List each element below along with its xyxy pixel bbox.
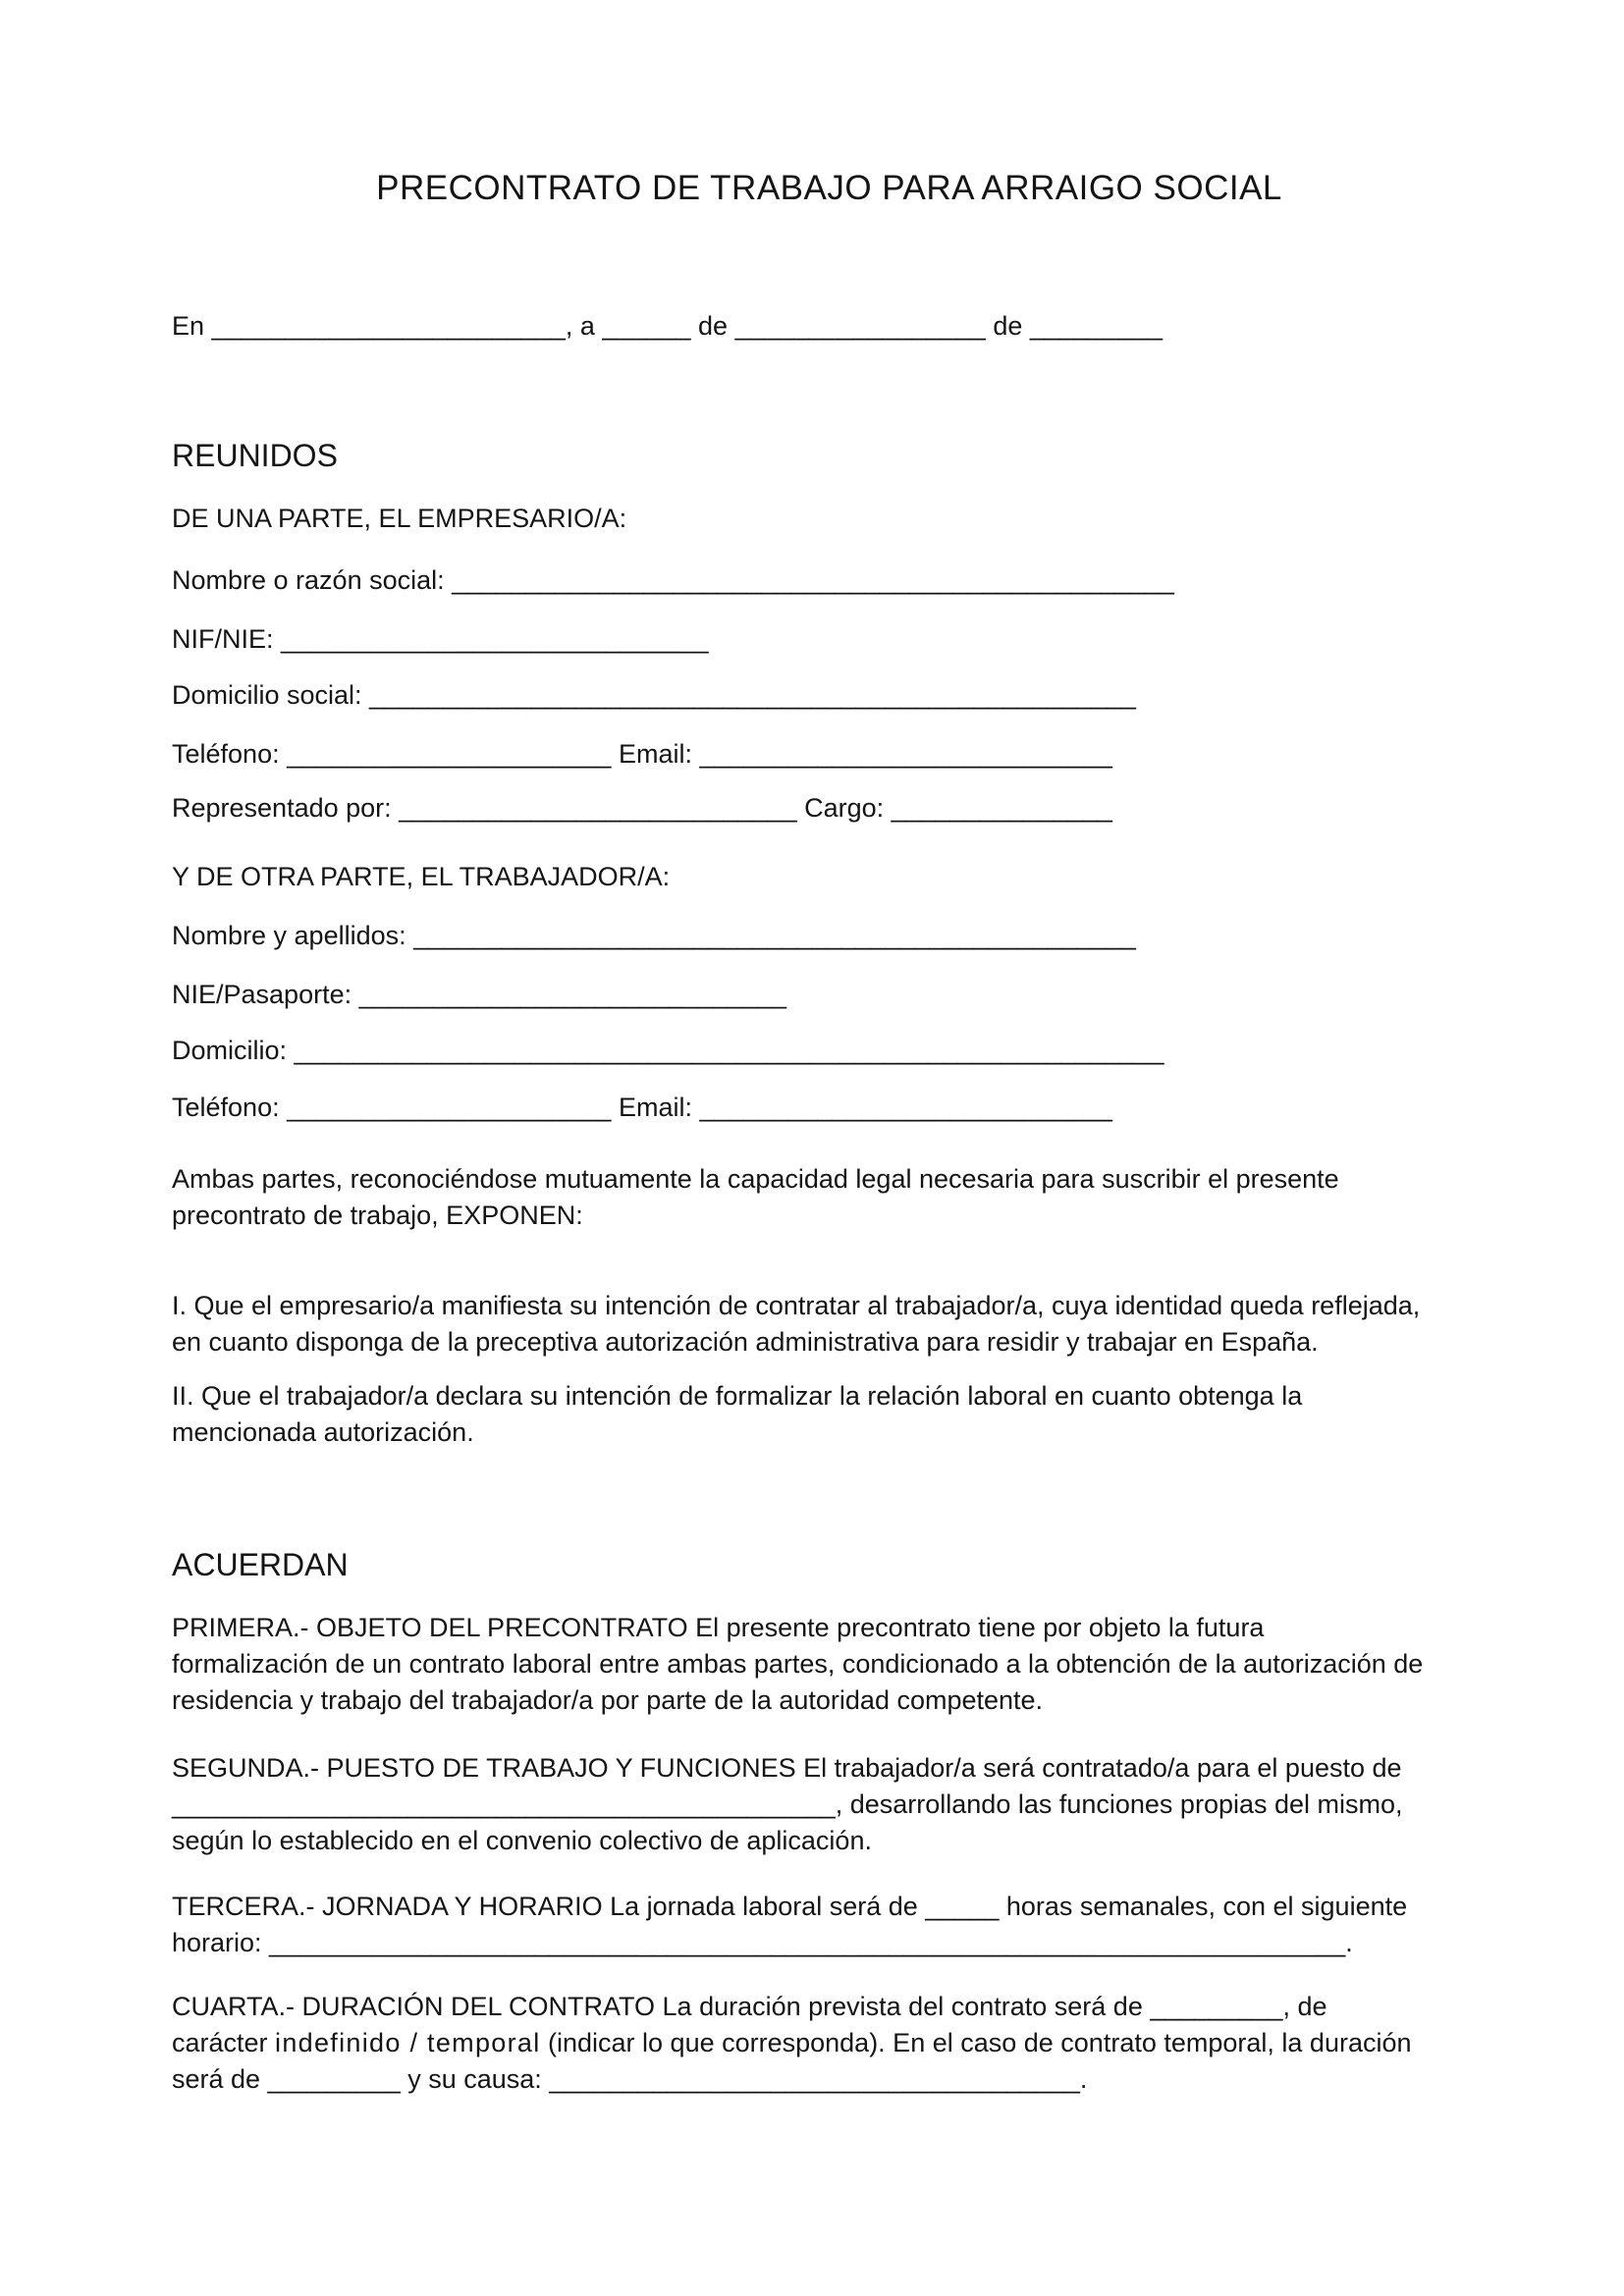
employer-address-line: Domicilio social: ____________________________________________________	[172, 680, 1136, 710]
section-heading-reunidos: REUNIDOS	[172, 438, 338, 473]
clause-segunda	[172, 1750, 1487, 1859]
clause-tercera	[172, 1889, 1487, 1961]
paragraph-line: TERCERA.- JORNADA Y HORARIO La jornada laboral será de _____ horas semanales, con el siguiente	[172, 1892, 1408, 1921]
paragraph-line: I. Que el empresario/a manifiesta su intención de contratar al trabajador/a, cuya identidad queda reflejada,	[172, 1291, 1421, 1320]
paragraph-line-suffix: (indicar lo que corresponda). En el caso de contrato temporal, la duración	[540, 2028, 1412, 2057]
paragraph-line: en cuanto disponga de la preceptiva autorización administrativa para residir y trabajar en España.	[172, 1327, 1319, 1357]
paragraph-line: formalización de un contrato laboral entre ambas partes, condicionado a la obtención de la autorización de	[172, 1649, 1424, 1679]
paragraph-line: residencia y trabajo del trabajador/a por parte de la autoridad competente.	[172, 1685, 1044, 1715]
paragraph-line: mencionada autorización.	[172, 1417, 474, 1447]
paragraph-line: CUARTA.- DURACIÓN DEL CONTRATO La duración prevista del contrato será de _________, de	[172, 1992, 1327, 2021]
worker-nie-line: NIE/Pasaporte: _____________________________	[172, 980, 787, 1009]
section-heading-acuerdan: ACUERDAN	[172, 1547, 349, 1582]
employer-phone-email-line: Teléfono: ______________________ Email: ____________________________	[172, 739, 1112, 769]
paragraph-line: _____________________________________________, desarrollando las funciones propias del mismo,	[172, 1789, 1403, 1819]
paragraph-line: según lo establecido en el convenio colectivo de aplicación.	[172, 1826, 872, 1855]
paragraph-line	[172, 2025, 1487, 2061]
clause-primera	[172, 1610, 1487, 1719]
worker-phone-email-line: Teléfono: ______________________ Email: ____________________________	[172, 1093, 1112, 1122]
exponen-paragraph	[172, 1161, 1487, 1234]
paragraph-line: Ambas partes, reconociéndose mutuamente la capacidad legal necesaria para suscribir el presente	[172, 1164, 1339, 1194]
clause-ii-paragraph	[172, 1378, 1487, 1451]
paragraph-line: PRIMERA.- OBJETO DEL PRECONTRATO El presente precontrato tiene por objeto la futura	[172, 1613, 1265, 1642]
date-place-line: En ________________________, a ______ de _________________ de _________	[172, 311, 1164, 341]
worker-name-line: Nombre y apellidos: _________________________________________________	[172, 921, 1136, 950]
paragraph-line: será de _________ y su causa: ____________________________________.	[172, 2064, 1088, 2094]
paragraph-line: SEGUNDA.- PUESTO DE TRABAJO Y FUNCIONES El trabajador/a será contratado/a para el puesto de	[172, 1753, 1402, 1783]
clause-cuarta	[172, 1989, 1487, 2098]
clause-i-paragraph	[172, 1288, 1487, 1361]
document-title: PRECONTRATO DE TRABAJO PARA ARRAIGO SOCIAL	[376, 169, 1282, 207]
employer-intro: DE UNA PARTE, EL EMPRESARIO/A:	[172, 504, 627, 533]
paragraph-line-prefix: carácter	[172, 2028, 276, 2057]
contract-type-options: indefinido / temporal	[275, 2028, 541, 2057]
employer-representative-line: Representado por: ___________________________ Cargo: _______________	[172, 793, 1112, 823]
paragraph-line: horario: _________________________________________________________________________.	[172, 1928, 1353, 1957]
paragraph-line: precontrato de trabajo, EXPONEN:	[172, 1201, 583, 1230]
paragraph-line: II. Que el trabajador/a declara su intención de formalizar la relación laboral en cuanto obtenga la	[172, 1381, 1303, 1411]
employer-name-line: Nombre o razón social: _________________________________________________	[172, 565, 1174, 595]
worker-intro: Y DE OTRA PARTE, EL TRABAJADOR/A:	[172, 862, 671, 891]
worker-address-line: Domicilio: ___________________________________________________________	[172, 1036, 1164, 1065]
employer-nif-line: NIF/NIE: _____________________________	[172, 624, 709, 654]
